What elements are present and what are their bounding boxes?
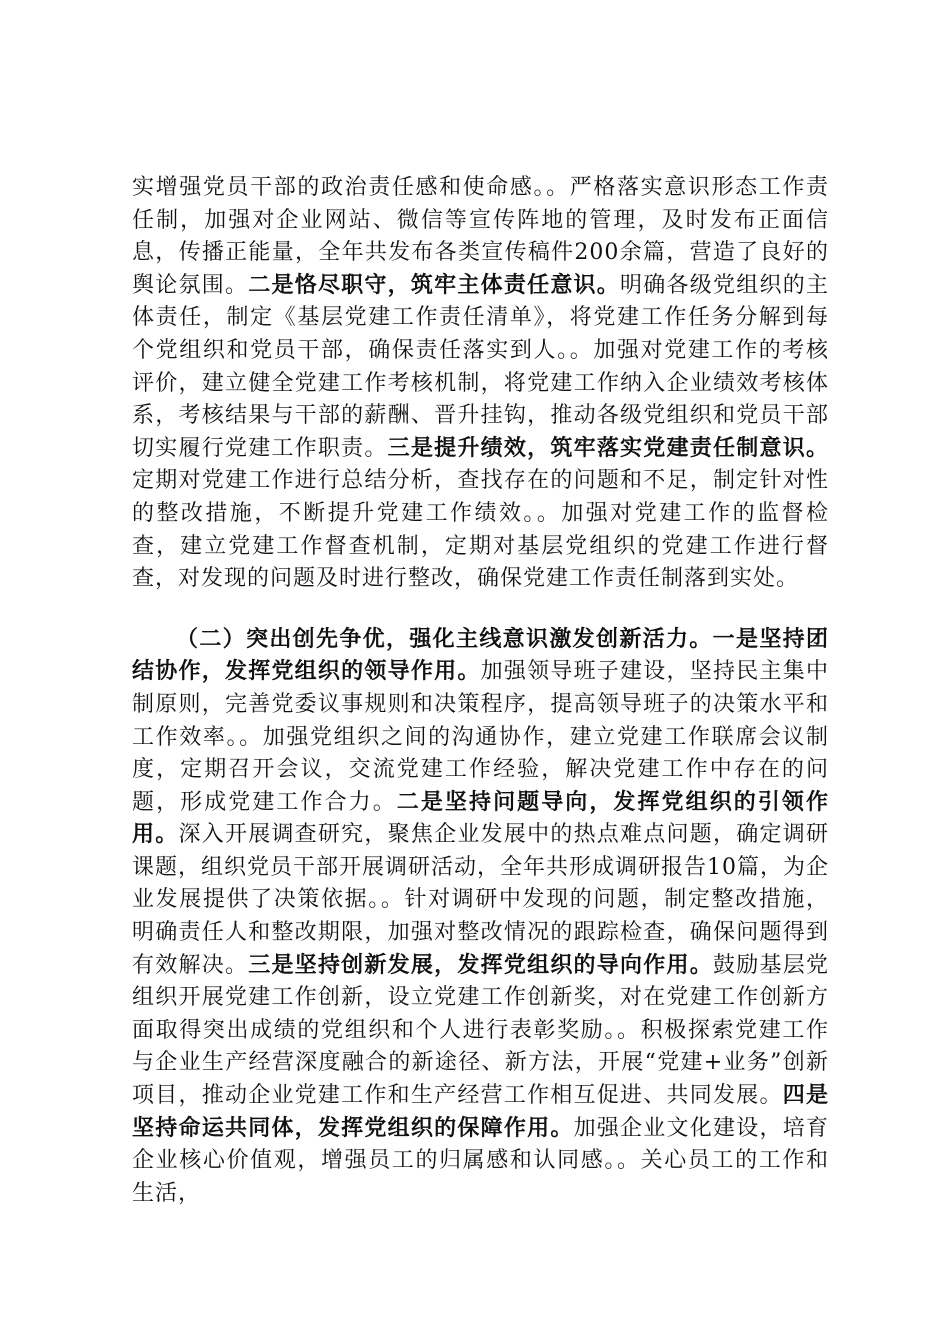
paragraph-2-heading-3: 二是坚持问题导向，发挥党组织的引领作用。 — [132, 789, 829, 848]
paragraph-2-text-6: 鼓励基层党组织开展党建工作创新，设立党建工作创新奖，对在党建工作创新方面取得突出成绩的党组织和个人进行表彰奖励。。积极探索党建工作与企业生产经营深度融合的新途径、新方法，开展“党建+业务”创新项目，推动企业党建工作和生产经营工作相互促进、共同发展。 — [132, 952, 829, 1109]
paragraph-1-text-5: 定期对党建工作进行总结分析，查找存在的问题和不足，制定针对性的整改措施，不断提升党建工作绩效。。加强对党建工作的监督检查，建立党建工作督查机制，定期对基层党组织的党建工作进行督查，对发现的问题及时进行整改，确保党建工作责任制落到实处。 — [132, 468, 829, 592]
section-heading: （二）突出创先争优，强化主线意识激发创新活力。 — [176, 626, 713, 652]
paragraph-2-text-4: 深入开展调查研究，聚焦企业发展中的热点难点问题，确定调研课题，组织党员干部开展调研活动，全年共形成调研报告10篇，为企业发展提供了决策依据。。针对调研中发现的问题，制定整改措施，明确责任人和整改期限，加强对整改情况的跟踪检查，确保问题得到有效解决。 — [132, 822, 829, 978]
paragraph-2-heading-7: 四是坚持命运共同体，发挥党组织的保障作用。 — [132, 1083, 829, 1141]
document-body — [132, 172, 829, 1210]
paragraph-2-heading-5: 三是坚持创新发展，发挥党组织的导向作用。 — [248, 952, 713, 978]
paragraph-1-text-3: 明确各级党组织的主体责任，制定《基层党建工作责任清单》，将党建工作任务分解到每个党组织和党员干部，确保责任落实到人。。加强对党建工作的考核评价，建立健全党建工作考核机制，将党建工作纳入企业绩效考核体系，考核结果与干部的薪酬、晋升挂钩，推动各级党组织和党员干部切实履行党建工作职责。 — [132, 272, 829, 461]
paragraph-1-text-1: 实增强党员干部的政治责任感和使命感。。严格落实意识形态工作责任制，加强对企业网站、微信等宣传阵地的管理，及时发布正面信息，传播正能量，全年共发布各类宣传稿件200余篇，营造了良好的舆论氛围。 — [132, 175, 829, 298]
paragraph-2-text-2: 加强领导班子建设，坚持民主集中制原则，完善党委议事规则和决策程序，提高领导班子的决策水平和工作效率。。加强党组织之间的沟通协作，建立党建工作联席会议制度，定期召开会议，交流党建工作经验，解决党建工作中存在的问题，形成党建工作合力。 — [132, 659, 829, 815]
paragraph-1-heading-4: 三是提升绩效，筑牢落实党建责任制意识。 — [387, 435, 829, 461]
paragraph-1-heading-2: 二是恪尽职守，筑牢主体责任意识。 — [248, 272, 621, 298]
paragraph-2-heading-1: 一是坚持团结协作，发挥党组织的领导作用。 — [132, 626, 829, 685]
paragraph-2-text-8: 加强企业文化建设，培育企业核心价值观，增强员工的归属感和认同感。。关心员工的工作和生活， — [132, 1115, 829, 1206]
paragraph-1 — [132, 172, 829, 596]
paragraph-2 — [132, 624, 829, 1211]
